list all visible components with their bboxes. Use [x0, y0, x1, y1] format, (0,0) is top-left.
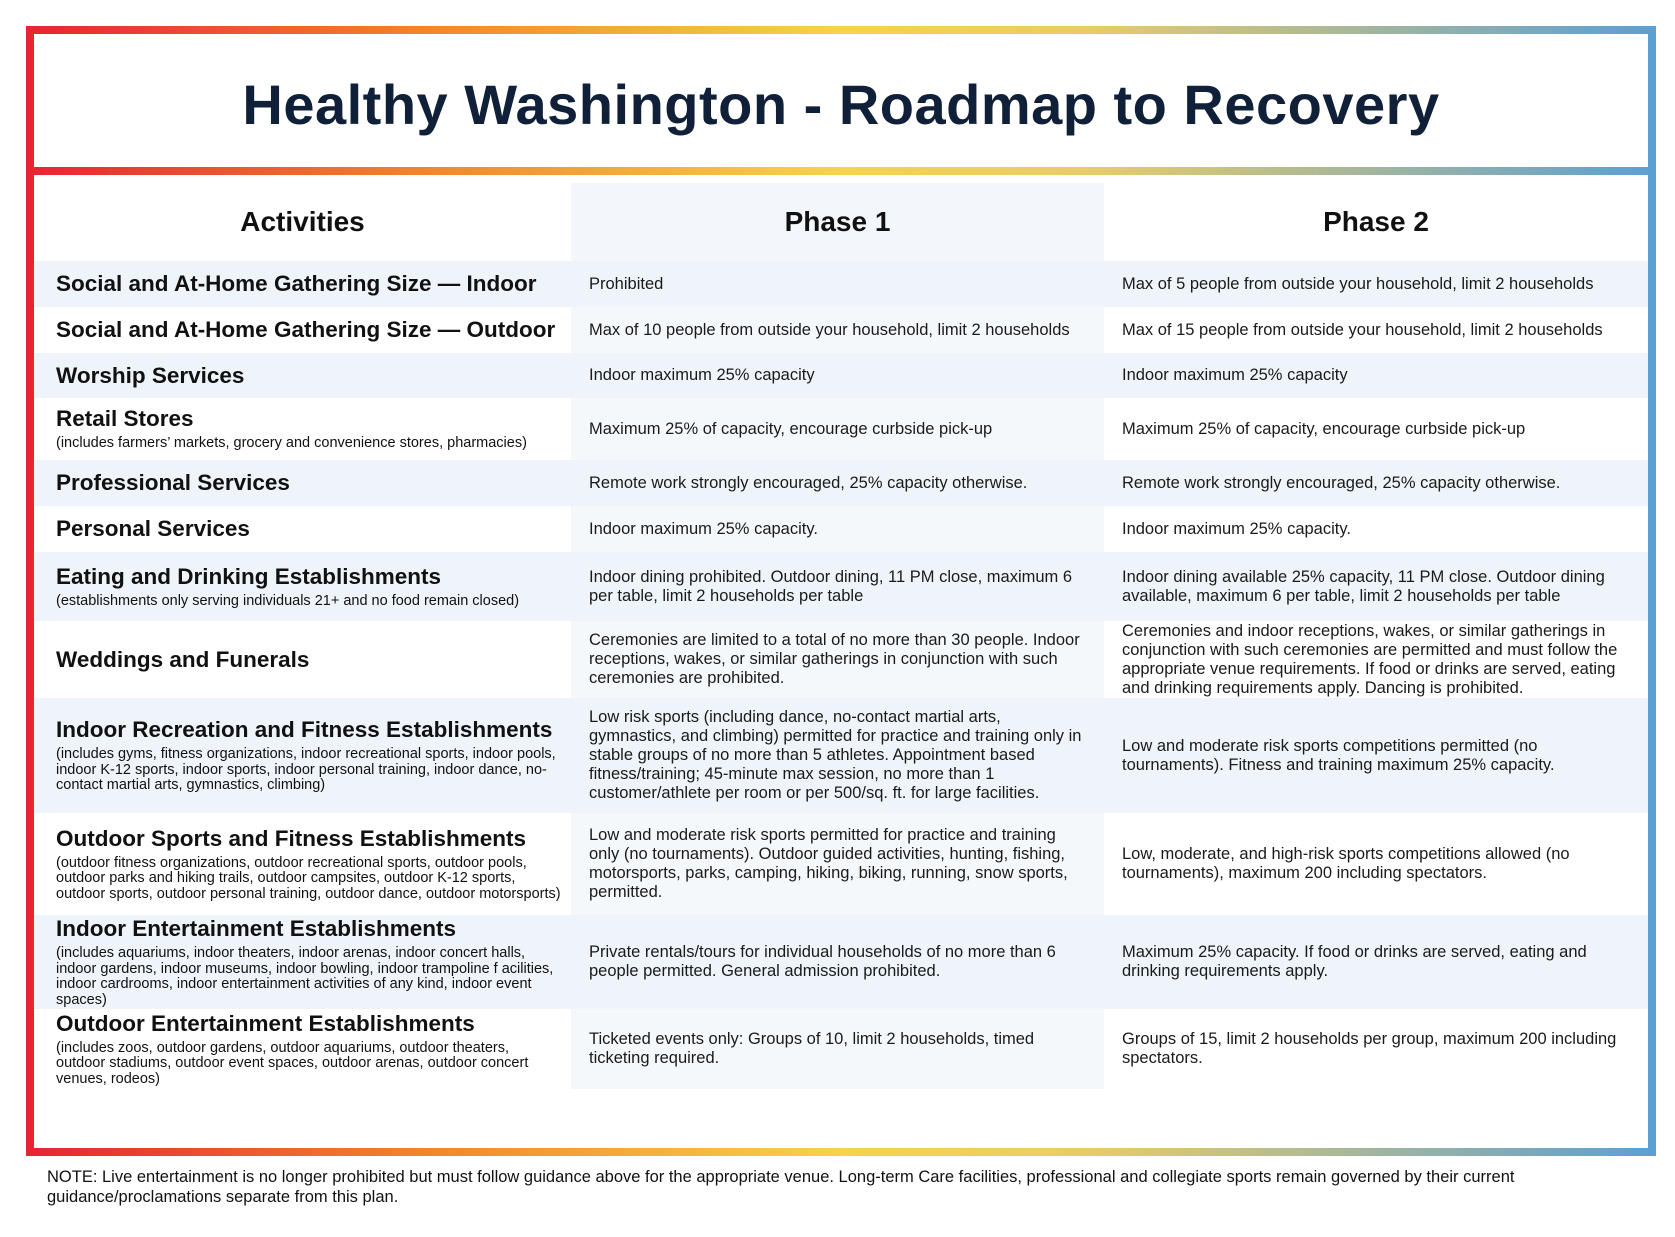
phase-2-cell: Low and moderate risk sports competitions permitted (no tournaments). Fitness and training maximum 25% capacity.: [1104, 698, 1648, 813]
phase-2-cell: Indoor maximum 25% capacity.: [1104, 506, 1648, 552]
activity-cell: [34, 261, 571, 307]
activity-note: (establishments only serving individuals 21+ and no food remain closed): [56, 592, 520, 609]
activity-cell: [34, 813, 571, 915]
phase-1-cell: Indoor maximum 25% capacity.: [571, 506, 1104, 552]
phase-2-cell: Indoor maximum 25% capacity: [1104, 353, 1648, 398]
activity-note: (outdoor fitness organizations, outdoor recreational sports, outdoor pools, outdoor parks and hiking trails, outdoor campsites, outdoor K-12 sports, outdoor sports, outdoor personal training, outdoor dance, outdoor motorsports): [56, 854, 561, 902]
phase-1-cell: Private rentals/tours for individual households of no more than 6 people permitted. General admission prohibited.: [571, 915, 1104, 1009]
phase-1-cell: Max of 10 people from outside your household, limit 2 households: [571, 307, 1104, 353]
phase-1-cell: Maximum 25% of capacity, encourage curbside pick-up: [571, 398, 1104, 460]
activity-cell: [34, 307, 571, 353]
phase-2-cell: Maximum 25% capacity. If food or drinks are served, eating and drinking requirements apply.: [1104, 915, 1648, 1009]
phase-2-cell: Remote work strongly encouraged, 25% capacity otherwise.: [1104, 460, 1648, 506]
table-row: [34, 261, 1648, 307]
activity-note: (includes gyms, fitness organizations, indoor recreational sports, indoor pools, indoor K-12 sports, indoor sports, indoor personal training, indoor dance, no-contact martial arts, gymnastics, climbing): [56, 746, 556, 794]
activity-name: Personal Services: [56, 516, 250, 541]
roadmap-panel: [34, 34, 1648, 1148]
phase-1-cell: Indoor maximum 25% capacity: [571, 353, 1104, 398]
table-row: [34, 353, 1648, 398]
activity-name: Outdoor Entertainment Establishments: [56, 1010, 475, 1036]
activity-cell: [34, 1009, 571, 1089]
activity-name: Outdoor Sports and Fitness Establishments: [56, 825, 527, 851]
phase-2-cell: Maximum 25% of capacity, encourage curbside pick-up: [1104, 398, 1648, 460]
activity-name: Social and At-Home Gathering Size — Indoor: [56, 271, 537, 296]
activity-name: Retail Stores: [56, 406, 194, 432]
title-band: [34, 34, 1648, 175]
phase-2-cell: Low, moderate, and high-risk sports competitions allowed (no tournaments), maximum 200 including spectators.: [1104, 813, 1648, 915]
activity-cell: [34, 398, 571, 460]
table-row: [34, 813, 1648, 915]
activity-cell: [34, 698, 571, 813]
activity-name: Indoor Entertainment Establishments: [56, 916, 457, 941]
activity-cell: [34, 621, 571, 698]
activity-cell: [34, 460, 571, 506]
table-row: [34, 506, 1648, 552]
activity-cell: [34, 353, 571, 398]
activity-name: Social and At-Home Gathering Size — Outdoor: [56, 317, 556, 342]
phase-1-cell: Low and moderate risk sports permitted for practice and training only (no tournaments). Outdoor guided activities, hunting, fishing, motorsports, parks, camping, hiking, biking, running, snow sports, permitted.: [571, 813, 1104, 915]
table-row: [34, 621, 1648, 698]
phase-2-cell: Indoor dining available 25% capacity, 11 PM close. Outdoor dining available, maximum 6 per table, limit 2 households per table: [1104, 552, 1648, 621]
activity-note: (includes zoos, outdoor gardens, outdoor aquariums, outdoor theaters, outdoor stadiums, outdoor event spaces, outdoor arenas, outdoor concert venues, rodeos): [56, 1039, 529, 1087]
activity-name: Eating and Drinking Establishments: [56, 563, 442, 589]
phase-table: [34, 183, 1648, 1089]
activity-name: Weddings and Funerals: [56, 646, 310, 672]
phase-1-cell: Prohibited: [571, 261, 1104, 307]
header-activities: Activities: [240, 206, 365, 237]
activity-name: Worship Services: [56, 362, 245, 388]
header-phase-1: Phase 1: [571, 183, 1104, 261]
table-row: [34, 460, 1648, 506]
table-row: [34, 698, 1648, 813]
phase-2-cell: Ceremonies and indoor receptions, wakes, or similar gatherings in conjunction with such ceremonies are permitted and must follow the appropriate venue requirements. If food or drinks are served, eating and drinking requirements apply. Dancing is prohibited.: [1104, 621, 1648, 698]
header-phase-2: Phase 2: [1323, 206, 1429, 237]
activity-name: Indoor Recreation and Fitness Establishments: [56, 717, 553, 743]
table-row: [34, 1009, 1648, 1089]
phase-2-cell: Max of 5 people from outside your household, limit 2 households: [1104, 261, 1648, 307]
roadmap-frame: [26, 26, 1656, 1156]
activity-name: Professional Services: [56, 470, 290, 495]
phase-1-cell: Remote work strongly encouraged, 25% capacity otherwise.: [571, 460, 1104, 506]
table-row: [34, 915, 1648, 1009]
activity-cell: [34, 552, 571, 621]
table-row: [34, 398, 1648, 460]
activity-note: (includes farmers’ markets, grocery and convenience stores, pharmacies): [56, 435, 527, 452]
footnote: NOTE: Live entertainment is no longer prohibited but must follow guidance above for the appropriate venue. Long-term Care facilities, professional and collegiate sports remain governed by their current guidance/proclamations separate from this plan.: [47, 1168, 1515, 1206]
activity-cell: [34, 506, 571, 552]
activity-note: (includes aquariums, indoor theaters, indoor arenas, indoor concert halls, indoor gardens, indoor museums, indoor bowling, indoor trampoline f acilities, indoor cardrooms, indoor entertainment activities of any kind, indoor event spaces): [56, 945, 554, 1008]
phase-1-cell: Ceremonies are limited to a total of no more than 30 people. Indoor receptions, wakes, or similar gatherings in conjunction with such ceremonies are prohibited.: [571, 621, 1104, 698]
activity-cell: [34, 915, 571, 1009]
table-row: [34, 552, 1648, 621]
header-row: [34, 183, 1648, 261]
phase-2-cell: Groups of 15, limit 2 households per group, maximum 200 including spectators.: [1104, 1009, 1648, 1089]
phase-1-cell: Low risk sports (including dance, no-contact martial arts, gymnastics, and climbing) permitted for practice and training only in stable groups of no more than 5 athletes. Appointment based fitness/training; 45-minute max session, no more than 1 customer/athlete per room or per 500/sq. ft. for large facilities.: [571, 698, 1104, 813]
table-row: [34, 307, 1648, 353]
phase-2-cell: Max of 15 people from outside your household, limit 2 households: [1104, 307, 1648, 353]
page-title: Healthy Washington - Roadmap to Recovery: [242, 73, 1440, 136]
phase-1-cell: Ticketed events only: Groups of 10, limit 2 households, timed ticketing required.: [571, 1009, 1104, 1089]
phase-1-cell: Indoor dining prohibited. Outdoor dining, 11 PM close, maximum 6 per table, limit 2 households per table: [571, 552, 1104, 621]
